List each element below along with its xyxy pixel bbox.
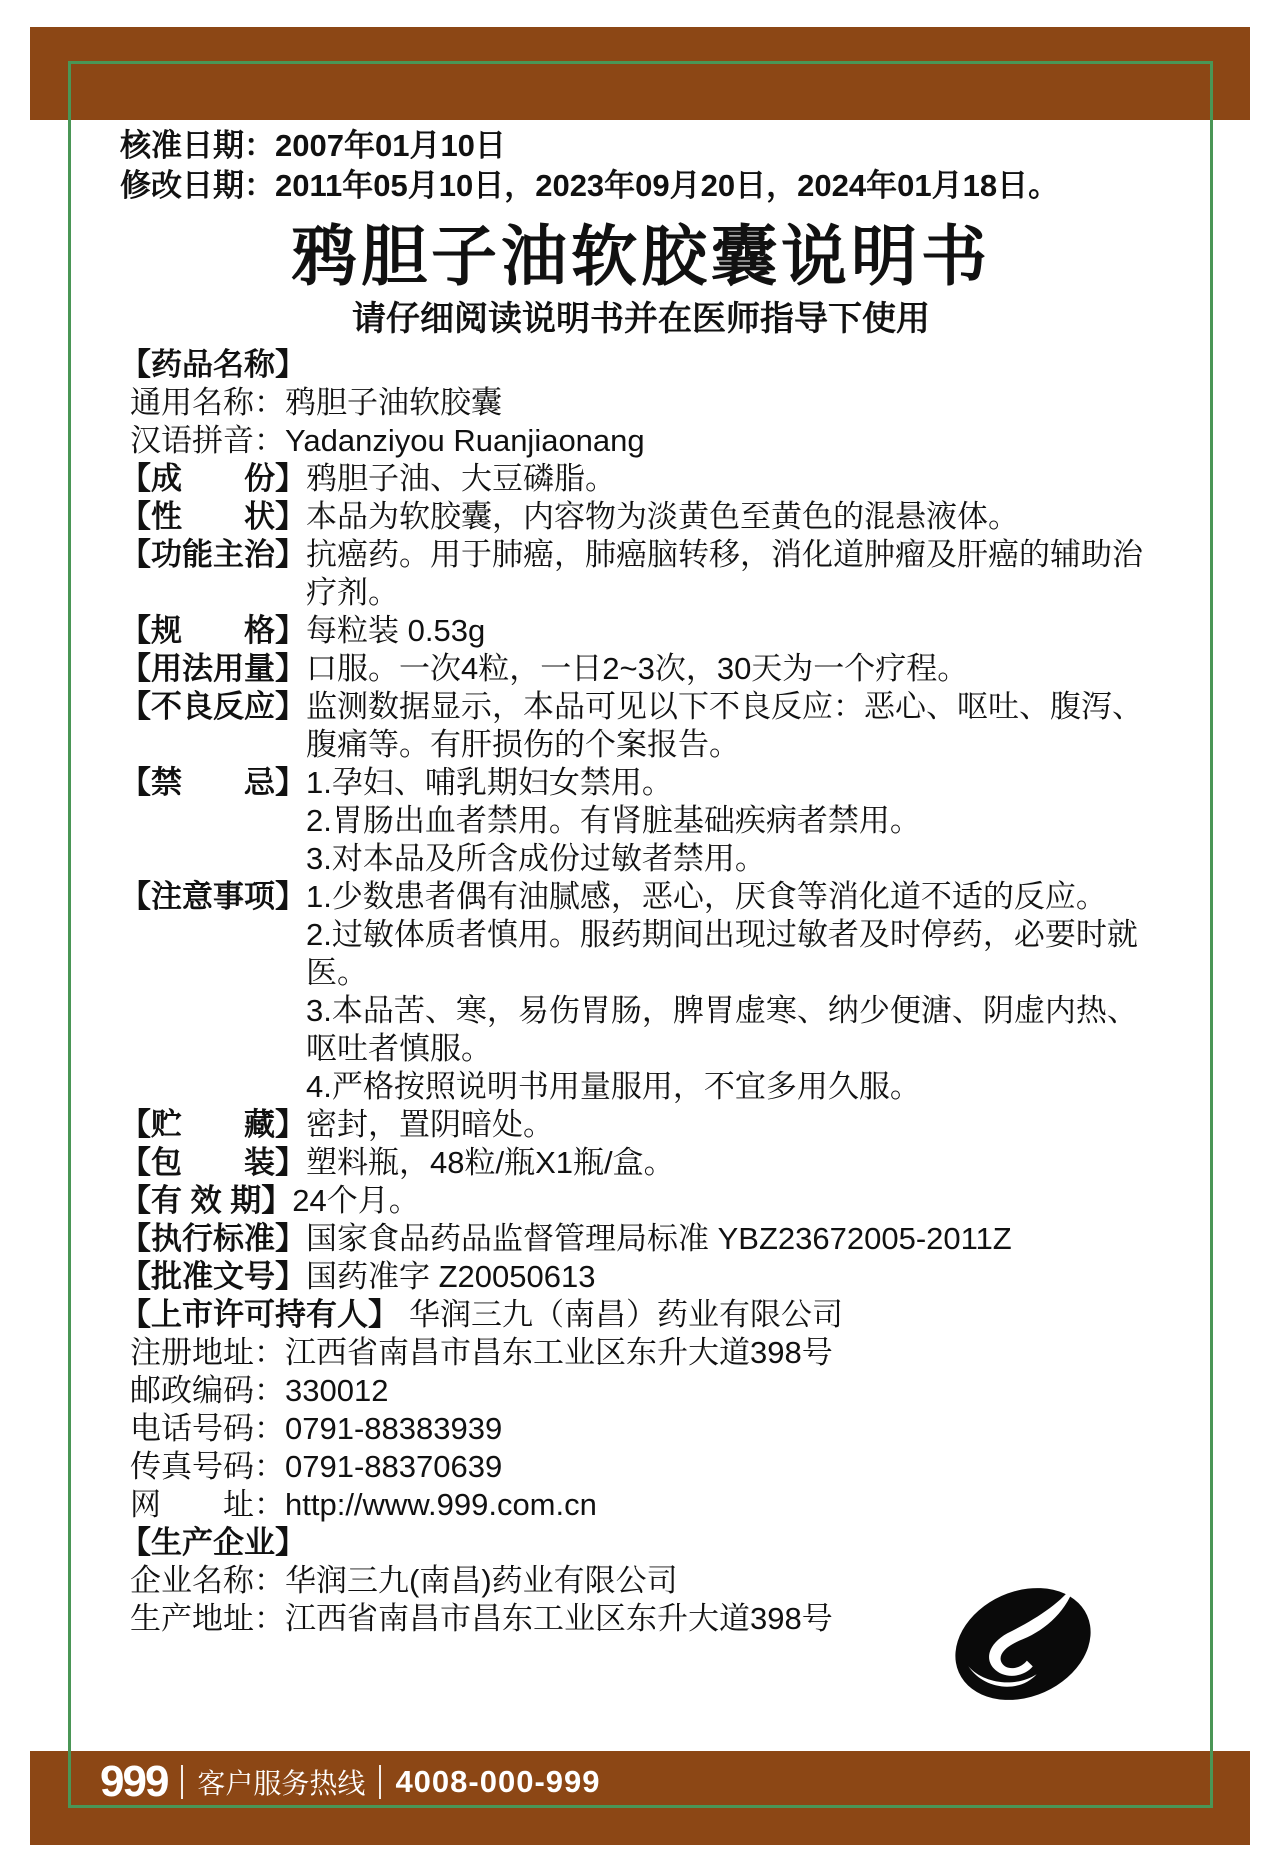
section-label: 电话号码：: [130, 1411, 285, 1446]
frame-top-band: [30, 27, 1250, 120]
section-text: 2.过敏体质者慎用。服药期间出现过敏者及时停药，必要时就医。: [306, 917, 1138, 990]
section-label: 汉语拼音：: [130, 423, 285, 458]
hotline-label: 客户服务热线: [197, 1768, 366, 1799]
section-text: 鸦胆子油、大豆磷脂。: [306, 461, 616, 496]
cr-999-logo-icon: [945, 1580, 1101, 1708]
page-subtitle: 请仔细阅读说明书并在医师指导下使用: [352, 300, 930, 338]
section-text: 4.严格按照说明书用量服用，不宜多用久服。: [306, 1069, 921, 1104]
section-label: 【上市许可持有人】: [120, 1297, 399, 1332]
section-text: 江西省南昌市昌东工业区东升大道398号: [285, 1601, 833, 1636]
section-text: 每粒装 0.53g: [306, 613, 486, 648]
row-description: [120, 498, 1162, 536]
revision-date-label: 修改日期：: [120, 168, 275, 203]
row-contraindications: [120, 764, 1162, 878]
row-packaging: [120, 1144, 1162, 1182]
row-precautions: [120, 878, 1162, 1106]
section-label: 传真号码：: [130, 1449, 285, 1484]
row-specification: [120, 612, 1162, 650]
row-generic-name: [120, 384, 1162, 422]
section-text: 口服。一次4粒，一日2~3次，30天为一个疗程。: [306, 651, 969, 686]
section-label: 【包 装】: [120, 1145, 306, 1180]
section-label: 【生产企业】: [120, 1525, 306, 1560]
section-text: 0791-88383939: [285, 1411, 503, 1446]
row-dosage: [120, 650, 1162, 688]
row-fax-number: [120, 1448, 1162, 1486]
row-phone-number: [120, 1410, 1162, 1448]
section-text: 24个月。: [292, 1183, 420, 1218]
section-label: 【注意事项】: [120, 879, 306, 914]
section-text: 2.胃肠出血者禁用。有肾脏基础疾病者禁用。: [306, 803, 921, 838]
row-website: [120, 1486, 1162, 1524]
section-text: 国药准字 Z20050613: [306, 1259, 596, 1294]
section-label: 【执行标准】: [120, 1221, 306, 1256]
section-label: 【贮 藏】: [120, 1107, 306, 1142]
section-text: Yadanziyou Ruanjiaonang: [285, 423, 645, 458]
footer-divider: [379, 1765, 381, 1799]
row-approval-number: [120, 1258, 1162, 1296]
row-ingredients: [120, 460, 1162, 498]
row-indications: [120, 536, 1162, 612]
section-text: 华润三九(南昌)药业有限公司: [285, 1563, 678, 1598]
section-text: 抗癌药。用于肺癌，肺癌脑转移，消化道肿瘤及肝癌的辅助治疗剂。: [306, 537, 1143, 610]
website-url: http://www.999.com.cn: [285, 1487, 597, 1522]
section-label: 【药品名称】: [120, 347, 306, 382]
section-label: 【用法用量】: [120, 651, 306, 686]
section-label: 注册地址：: [130, 1335, 285, 1370]
section-text: 330012: [285, 1373, 389, 1408]
section-label: 【有 效 期】: [120, 1183, 293, 1218]
row-manufacturer-header: [120, 1524, 1162, 1562]
revision-date-value: 2011年05月10日，2023年09月20日，2024年01月18日。: [275, 168, 1060, 203]
approval-date-label: 核准日期：: [120, 128, 275, 163]
footer-divider: [181, 1765, 183, 1799]
section-label: 【功能主治】: [120, 537, 306, 572]
row-license-holder: [120, 1296, 1162, 1334]
approval-date-line: [120, 126, 1162, 166]
section-text: 塑料瓶，48粒/瓶X1瓶/盒。: [306, 1145, 675, 1180]
row-drug-name-header: [120, 346, 1162, 384]
section-text: 0791-88370639: [285, 1449, 503, 1484]
section-text: 1.孕妇、哺乳期妇女禁用。: [306, 765, 673, 800]
section-label: 邮政编码：: [130, 1373, 285, 1408]
section-text: 华润三九（南昌）药业有限公司: [409, 1297, 843, 1332]
leaflet-content: [120, 126, 1162, 1638]
row-pinyin-name: [120, 422, 1162, 460]
brand-999-wordmark: 999: [100, 1757, 168, 1806]
section-label: 【性 状】: [120, 499, 306, 534]
revision-date-line: [120, 166, 1162, 206]
row-shelf-life: [120, 1182, 1162, 1220]
section-text: 1.少数患者偶有油腻感，恶心，厌食等消化道不适的反应。: [306, 879, 1107, 914]
page-title: 鸦胆子油软胶囊说明书: [291, 219, 991, 293]
section-label: 企业名称：: [130, 1563, 285, 1598]
section-text: 江西省南昌市昌东工业区东升大道398号: [285, 1335, 833, 1370]
section-label: 通用名称：: [130, 385, 285, 420]
hotline-number: 4008-000-999: [395, 1764, 601, 1799]
section-text: 监测数据显示，本品可见以下不良反应：恶心、呕吐、腹泻、腹痛等。有肝损伤的个案报告。: [306, 689, 1143, 762]
row-adverse-reactions: [120, 688, 1162, 764]
row-storage: [120, 1106, 1162, 1144]
section-text: 国家食品药品监督管理局标准 YBZ23672005-2011Z: [306, 1221, 1012, 1256]
section-label: 【成 份】: [120, 461, 306, 496]
section-text: 密封，置阴暗处。: [306, 1107, 554, 1142]
section-label: 生产地址：: [130, 1601, 285, 1636]
section-text: 本品为软胶囊，内容物为淡黄色至黄色的混悬液体。: [306, 499, 1019, 534]
section-text: 3.本品苦、寒，易伤胃肠，脾胃虚寒、纳少便溏、阴虚内热、呕吐者慎服。: [306, 993, 1138, 1066]
section-label: 【不良反应】: [120, 689, 306, 724]
section-text: 鸦胆子油软胶囊: [285, 385, 502, 420]
section-label: 【批准文号】: [120, 1259, 306, 1294]
section-label: 【规 格】: [120, 613, 306, 648]
footer-hotline-bar: [100, 1757, 601, 1806]
section-label: 【禁 忌】: [120, 765, 306, 800]
approval-date-value: 2007年01月10日: [275, 128, 506, 163]
row-registered-address: [120, 1334, 1162, 1372]
row-postal-code: [120, 1372, 1162, 1410]
section-label: 网 址：: [130, 1487, 285, 1522]
row-executive-standard: [120, 1220, 1162, 1258]
section-text: 3.对本品及所含成份过敏者禁用。: [306, 841, 766, 876]
